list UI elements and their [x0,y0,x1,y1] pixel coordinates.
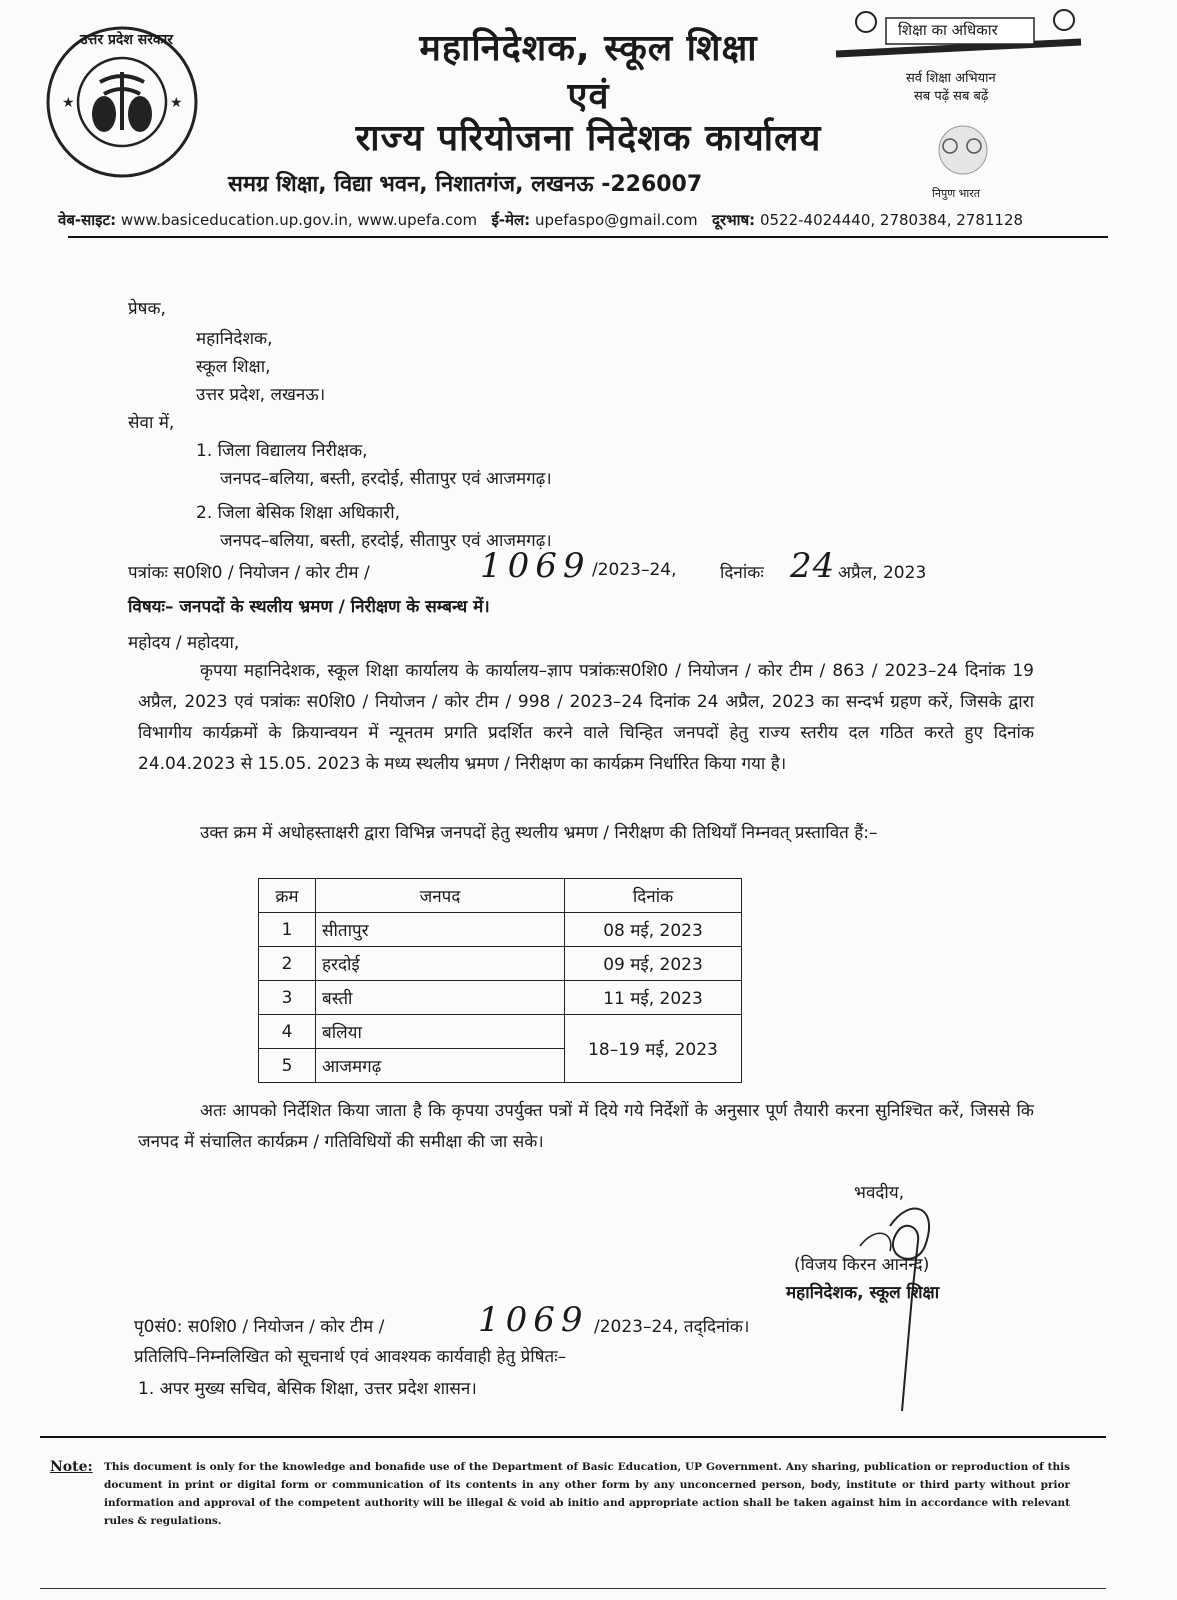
signatory-title: महानिदेशक, स्कूल शिक्षा [786,1283,940,1303]
rte-logo [826,6,1096,106]
letter-number-suffix: /2023–24, [592,560,677,580]
row-district: आजमगढ़ [316,1049,565,1083]
sender-line1: महानिदेशक, [196,329,273,349]
phone-label: दूरभाष: [711,211,756,229]
recipient-1-districts: जनपद–बलिया, बस्ती, हरदोई, सीतापुर एवं आजमगढ़। [220,469,552,489]
row-date: 09 मई, 2023 [565,947,742,981]
row-serial: 4 [259,1015,316,1049]
svg-text:★: ★ [170,95,183,111]
ssa-slogan-1: सर्व शिक्षा अभियान [906,71,996,86]
endorsement-prefix: पृ0सं0: स0शि0 / नियोजन / कोर टीम / [134,1317,385,1337]
table-row [259,913,742,947]
nipun-label: निपुण भारत [932,187,981,200]
salutation: महोदय / महोदया, [128,633,240,653]
letter-number-handwritten: 1069 [480,546,591,586]
body-paragraph-2: उक्त क्रम में अधोहस्ताक्षरी द्वारा विभिन्न जनपदों हेतु स्थलीय भ्रमण / निरीक्षण की तिथियाँ निम्नवत् प्रस्तावित हैं:– [200,823,878,843]
website-label: वेब-साइट: [58,211,117,229]
sender-label: प्रेषक, [128,299,166,319]
recipients-label: सेवा में, [128,413,175,433]
page-bottom-line [40,1588,1106,1589]
office-address: समग्र शिक्षा, विद्या भवन, निशातगंज, लखनऊ -226007 [228,172,703,197]
recipient-2-title: 2. जिला बेसिक शिक्षा अधिकारी, [196,503,401,523]
header-divider [68,236,1108,238]
table-row [259,947,742,981]
note-label: Note: [50,1459,93,1475]
svg-text:★: ★ [62,95,75,111]
header-district: जनपद [316,879,565,913]
table-row [259,1015,742,1049]
closing: भवदीय, [854,1183,905,1203]
inspection-schedule-table [258,878,742,1083]
office-title-line1: महानिदेशक, स्कूल शिक्षा [419,28,758,69]
date-rest: अप्रैल, 2023 [838,563,927,583]
email-label: ई-मेल: [491,211,531,229]
row-serial: 5 [259,1049,316,1083]
row-district: बलिया [316,1015,565,1049]
email-value[interactable]: upefaspo@gmail.com [534,211,698,229]
rte-badge-text: शिक्षा का अधिकार [898,21,998,39]
subject-line: विषयः– जनपदों के स्थलीय भ्रमण / निरीक्षण के सम्बन्ध में। [128,597,490,617]
office-title-line3: राज्य परियोजना निदेशक कार्यालय [355,118,822,159]
sender-line2: स्कूल शिक्षा, [196,357,271,377]
row-district: हरदोई [316,947,565,981]
contact-line [58,210,1023,230]
nipun-sun-icon [918,120,1008,180]
recipient-1-title: 1. जिला विद्यालय निरीक्षक, [196,441,368,461]
nipun-bharat-logo [918,120,1018,208]
endorsement-number-handwritten: 1069 [478,1300,589,1340]
letter-number-prefix: पत्रांकः स0शि0 / नियोजन / कोर टीम / [128,563,370,583]
row-serial: 1 [259,913,316,947]
emblem-text: उत्तर प्रदेश सरकार [80,32,174,48]
copy-item-1: 1. अपर मुख्य सचिव, बेसिक शिक्षा, उत्तर प्रदेश शासन। [138,1379,477,1399]
row-serial: 2 [259,947,316,981]
table-row [259,981,742,1015]
body-paragraph-3: अतः आपको निर्देशित किया जाता है कि कृपया उपर्युक्त पत्रों में दिये गये निर्देशों के अनुसार पूर्ण तैयारी करना सुनिश्चित करें, जिससे कि जनपद में संचालित कार्यक्रम / गतिविधियों की समीक्षा की जा सके। [138,1101,1034,1152]
endorsement-suffix: /2023–24, तद्‌दिनांक। [594,1317,750,1337]
row-district: बस्ती [316,981,565,1015]
website-value[interactable]: www.basiceducation.up.gov.in, www.upefa.com [120,211,478,229]
date-day-handwritten: 24 [790,546,836,586]
table-header-row [259,879,742,913]
row-district: सीतापुर [316,913,565,947]
recipient-2-districts: जनपद–बलिया, बस्ती, हरदोई, सीतापुर एवं आजमगढ़। [220,531,552,551]
row-date: 11 मई, 2023 [565,981,742,1015]
phone-value: 0522-4024440, 2780384, 2781128 [759,211,1024,229]
body-paragraph-1: कृपया महानिदेशक, स्कूल शिक्षा कार्यालय के कार्यालय–ज्ञाप पत्रांकःस0शि0 / नियोजन / कोर टीम / 863 / 2023–24 दिनांक 19 अप्रैल, 2023 एवं पत्रांकः स0शि0 / नियोजन / कोर टीम / 998 / 2023–24 दिनांक 24 अप्रैल, 2023 का सन्दर्भ ग्रहण करें, जिसके द्वारा विभागीय कार्यक्रमों के क्रियान्वयन में न्यूनतम प्रगति प्रदर्शित करने वाले चिन्हित जनपदों हेतु राज्य स्तरीय दल गठित करते हुए दिनांक 24.04.2023 से 15.05. 2023 के मध्य स्थलीय भ्रमण / निरीक्षण का कार्यक्रम निर्धारित किया गया है। [138,661,1034,774]
row-date-merged: 18–19 मई, 2023 [565,1015,742,1083]
header-serial: क्रम [259,879,316,913]
signatory-name: (विजय किरन आनन्द) [794,1255,930,1275]
ssa-slogan-2: सब पढ़ें सब बढ़ें [914,89,989,104]
footer-divider [40,1436,1106,1438]
row-serial: 3 [259,981,316,1015]
note-text: This document is only for the knowledge and bonafide use of the Department of Basic Education, UP Government. Any sharing, publication or reproduction of this document in print or digital form or communication of its contents in any other form by any unconcerned person, body, institute or third party without prior information and approval of the competent authority will be illegal & void ab initio and appropriate action shall be taken against him in accordance with relevant rules & regulations. [104,1461,1070,1527]
date-label: दिनांकः [720,563,764,583]
office-title-line2: एवं [567,76,610,117]
sender-line3: उत्तर प्रदेश, लखनऊ। [196,385,326,405]
header-date: दिनांक [565,879,742,913]
row-date: 08 मई, 2023 [565,913,742,947]
copy-to-line: प्रतिलिपि–निम्नलिखित को सूचनार्थ एवं आवश्यक कार्यवाही हेतु प्रेषितः– [134,1347,567,1367]
